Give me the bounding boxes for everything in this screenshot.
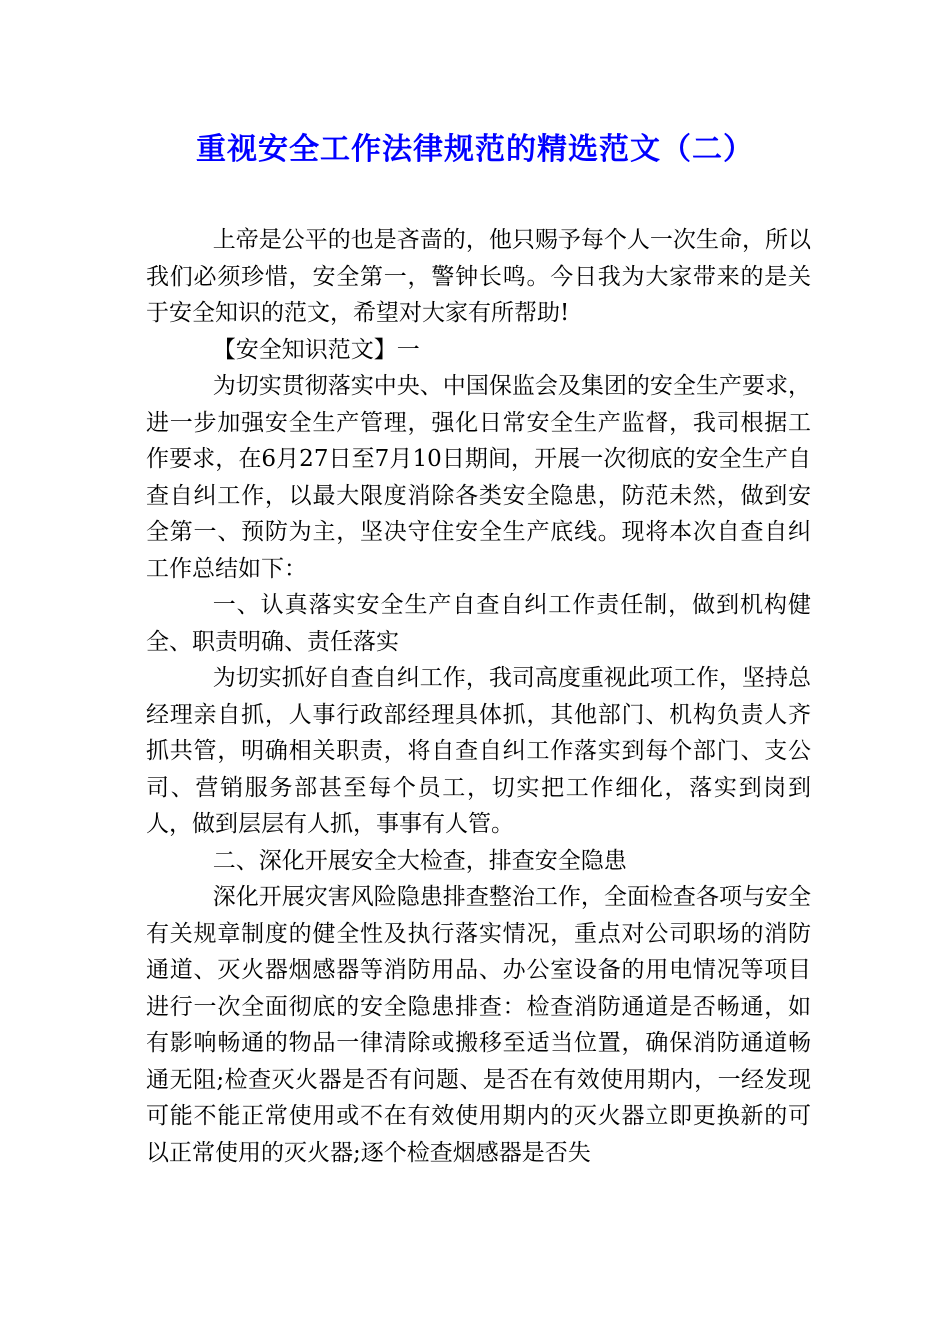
paragraph-heading-two: 二、深化开展安全大检查，排查安全隐患: [212, 847, 627, 874]
paragraph-section-heading: 【安全知识范文】一: [212, 336, 420, 363]
paragraph-inspection: 深化开展灾害风险隐患排查整治工作，全面检查各项与安全有关规章制度的健全性及执行落实情况，重点对公司职场的消防通道、灭火器烟感器等消防用品、办公室设备的用电情况等项目进行一次全面彻底的安全隐患排查：检查消防通道是否畅通，如有影响畅通的物品一律清除或搬移至适当位置，确保消防通道畅通无阻;检查灭火器是否有问题、是否在有效使用期内，一经发现可能不能正常使用或不在有效使用期内的灭火器立即更换新的可以正常使用的灭火器;逐个检查烟感器是否失: [146, 884, 811, 1166]
paragraph-responsibility: 为切实抓好自查自纠工作，我司高度重视此项工作，坚持总经理亲自抓，人事行政部经理具体抓，其他部门、机构负责人齐抓共管，明确相关职责，将自查自纠工作落实到每个部门、支公司、营销服务部甚至每个员工，切实把工作细化，落实到岗到人，做到层层有人抓，事事有人管。: [146, 665, 811, 837]
paragraph-background: 为切实贯彻落实中央、中国保监会及集团的安全生产要求，进一步加强安全生产管理，强化日常安全生产监督，我司根据工作要求，在6月27日至7月10日期间，开展一次彻底的安全生产自查自纠工作，以最大限度消除各类安全隐患，防范未然，做到安全第一、预防为主，坚决守住安全生产底线。现将本次自查自纠工作总结如下：: [146, 373, 811, 582]
paragraph-intro: 上帝是公平的也是吝啬的，他只赐予每个人一次生命，所以我们必须珍惜，安全第一，警钟长鸣。今日我为大家带来的是关于安全知识的范文，希望对大家有所帮助!: [146, 227, 811, 326]
document-title: 重视安全工作法律规范的精选范文（二）: [196, 132, 754, 167]
paragraph-heading-one: 一、认真落实安全生产自查自纠工作责任制，做到机构健全、职责明确、责任落实: [146, 592, 811, 655]
document-body: [146, 222, 811, 1171]
